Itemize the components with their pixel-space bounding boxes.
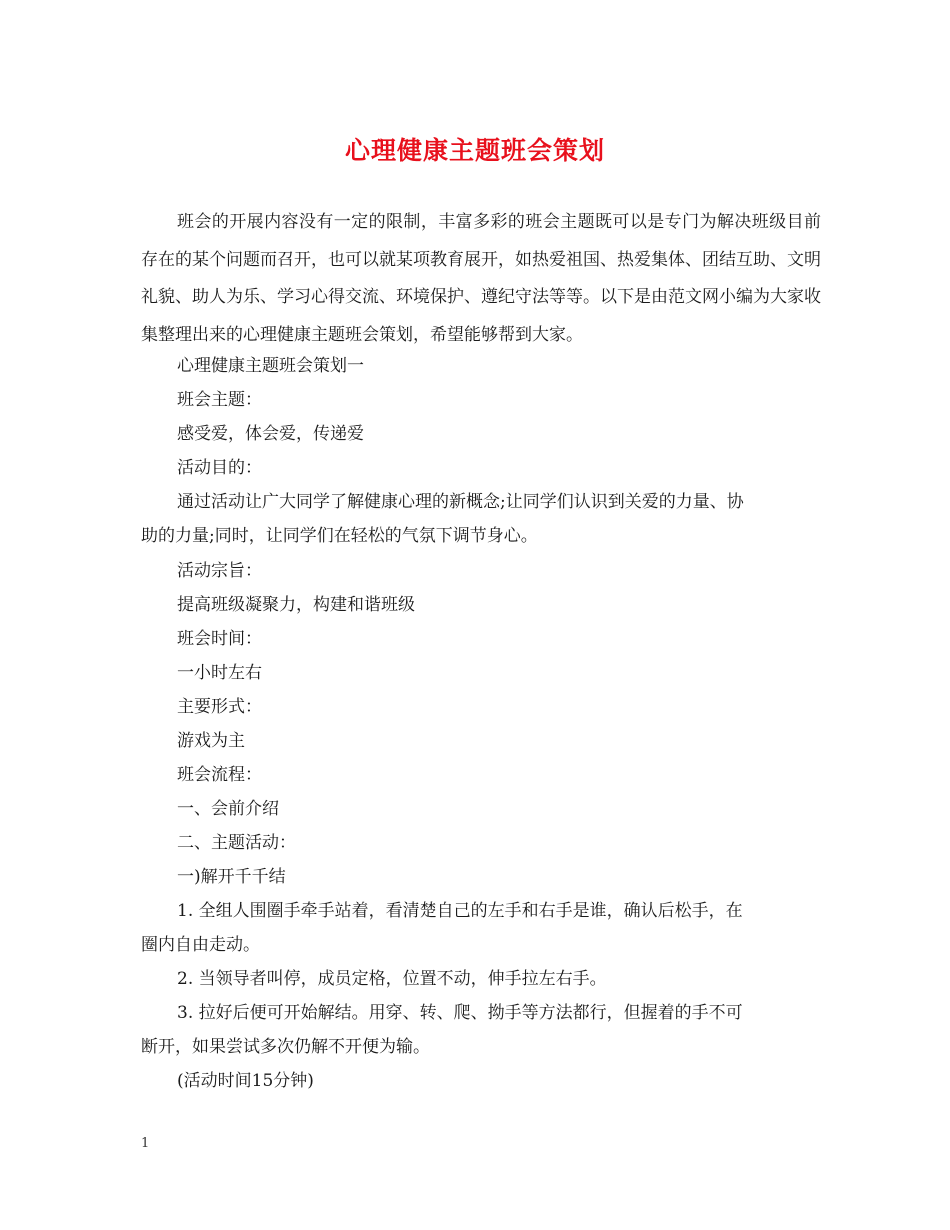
paragraph-line: (活动时间15分钟)	[177, 1071, 314, 1091]
field-value: 提高班级凝聚力，构建和谐班级	[177, 595, 415, 615]
field-value: 感受爱，体会爱，传递爱	[177, 424, 364, 444]
intro-paragraph: 班会的开展内容没有一定的限制，丰富多彩的班会主题既可以是专门为解决班级目前存在的某个问题而召开，也可以就某项教育展开，如热爱祖国、热爱集体、团结互助、文明礼貌、助人为乐、学习心得交流、环境保护、遵纪守法等等。以下是由范文网小编为大家收集整理出来的心理健康主题班会策划，希望能够帮到大家。	[141, 212, 821, 345]
field-value: 游戏为主	[177, 731, 245, 751]
paragraph-line: 助的力量;同时，让同学们在轻松的气氛下调节身心。	[141, 526, 538, 546]
paragraph-line: 断开，如果尝试多次仍解不开便为输。	[141, 1037, 430, 1057]
list-item: 一、会前介绍	[177, 799, 279, 819]
field-label: 班会流程：	[177, 765, 262, 785]
list-item: 二、主题活动：	[177, 833, 296, 853]
paragraph-line: 1. 全组人围圈手牵手站着，看清楚自己的左手和右手是谁，确认后松手，在	[177, 901, 743, 921]
paragraph-line: 通过活动让广大同学了解健康心理的新概念;让同学们认识到关爱的力量、协	[177, 492, 744, 512]
field-label: 班会时间：	[177, 629, 262, 649]
field-label: 活动宗旨：	[177, 561, 262, 581]
paragraph-line: 2. 当领导者叫停，成员定格，位置不动，伸手拉左右手。	[177, 969, 607, 989]
section-heading: 心理健康主题班会策划一	[177, 356, 364, 376]
field-label: 活动目的：	[177, 458, 262, 478]
field-label: 班会主题：	[177, 390, 262, 410]
document-title: 心理健康主题班会策划	[344, 136, 605, 165]
page-number: 1	[141, 1136, 150, 1151]
list-item: 一)解开千千结	[177, 867, 286, 887]
paragraph-line: 圈内自由走动。	[141, 935, 260, 955]
paragraph-line: 3. 拉好后便可开始解结。用穿、转、爬、拗手等方法都行，但握着的手不可	[177, 1003, 743, 1023]
field-label: 主要形式：	[177, 697, 262, 717]
field-value: 一小时左右	[177, 663, 262, 683]
